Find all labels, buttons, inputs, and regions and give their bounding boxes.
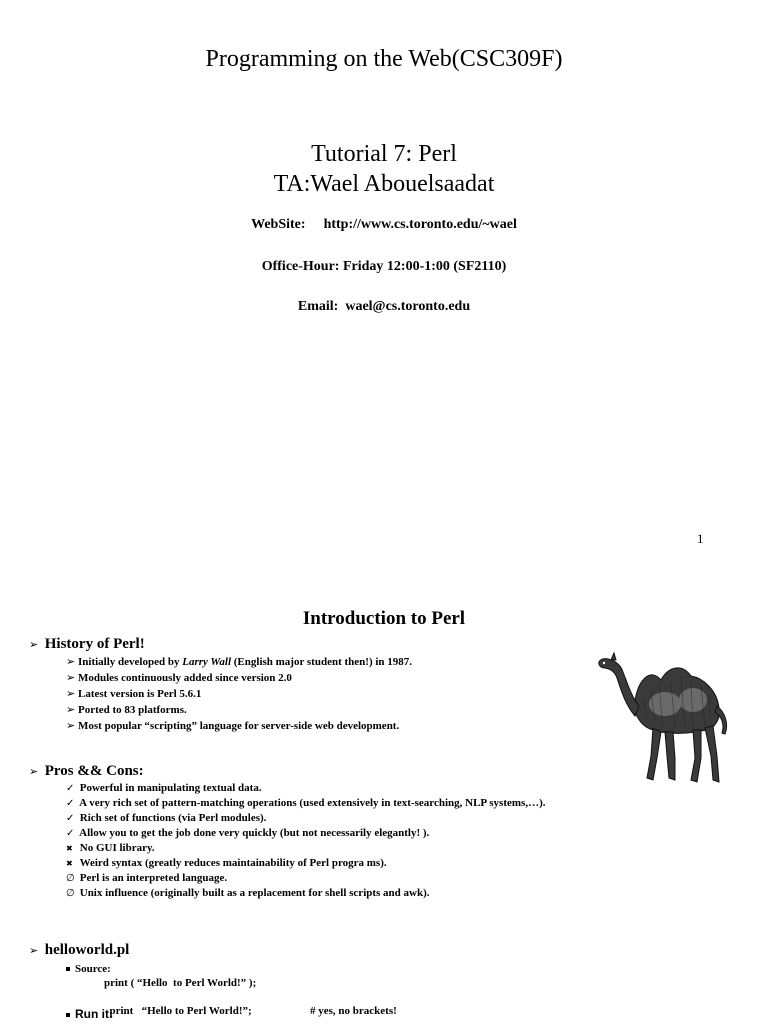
list-item [66, 718, 412, 734]
con-text: Weird syntax (greatly reduces maintainability of Perl progra ms). [79, 857, 387, 869]
checkmark-icon: ✓ [66, 828, 75, 839]
history-item-text: Modules continuously added since version 2.0 [78, 672, 292, 684]
larry-wall-name: Larry Wall [182, 656, 232, 668]
arrowhead-bullet-icon: ➢ [66, 655, 76, 668]
list-item [66, 856, 545, 871]
history-list [66, 654, 412, 734]
source-label-text: Source: [75, 963, 111, 975]
empty-set-icon: ∅ [66, 873, 75, 884]
pro-text: Powerful in manipulating textual data. [79, 782, 262, 794]
list-item [66, 654, 412, 670]
list-item [66, 796, 545, 811]
list-item [66, 686, 412, 702]
list-item [66, 702, 412, 718]
source-label [66, 962, 111, 977]
email-line [0, 299, 768, 315]
cross-icon: ✖ [66, 844, 73, 853]
square-bullet-icon [66, 1013, 70, 1017]
helloworld-heading-text: helloworld.pl [44, 942, 130, 958]
pro-text: Allow you to get the job done very quickly (but not necessarily elegantly! ). [79, 827, 430, 839]
intro-title: Introduction to Perl [302, 608, 466, 629]
camel-icon [595, 638, 737, 790]
checkmark-icon: ✓ [66, 813, 75, 824]
website-label: WebSite: [251, 217, 306, 232]
square-bullet-icon [66, 967, 70, 971]
list-item [66, 886, 545, 901]
cross-icon: ✖ [66, 859, 73, 868]
arrowhead-bullet-icon: ➢ [66, 687, 76, 700]
checkmark-icon: ✓ [66, 798, 75, 809]
arrowhead-bullet-icon: ➢ [29, 765, 39, 778]
arrowhead-bullet-icon: ➢ [66, 719, 76, 732]
code-line-1: print ( “Hello to Perl World!” ); [104, 977, 257, 989]
code-line-2 [104, 993, 424, 1017]
page-number: 1 [697, 531, 704, 546]
email-value[interactable]: wael@cs.toronto.edu [345, 299, 471, 314]
arrowhead-bullet-icon: ➢ [29, 944, 39, 957]
list-item [66, 826, 545, 841]
ta-name: TA:Wael Abouelsaadat [273, 171, 495, 197]
run-it-text: Run it: [75, 1007, 113, 1021]
email-label: Email: [297, 299, 339, 314]
history-item-text: Initially developed by [78, 656, 183, 668]
arrowhead-bullet-icon: ➢ [66, 671, 76, 684]
office-hour: Office-Hour: Friday 12:00-1:00 (SF2110) [261, 259, 507, 274]
arrowhead-bullet-icon: ➢ [29, 638, 39, 651]
pros-cons-list [66, 781, 545, 901]
helloworld-heading [29, 942, 129, 959]
pro-text: A very rich set of pattern-matching operations (used extensively in text-searching, NLP systems,…). [79, 797, 546, 809]
con-text: No GUI library. [79, 842, 155, 854]
history-item-text: Most popular “scripting” language for server-side web development. [78, 720, 400, 732]
course-title: Programming on the Web(CSC309F) [205, 46, 563, 72]
code-line-2-text: print “Hello to Perl World!”; [109, 1005, 252, 1017]
neutral-text: Perl is an interpreted language. [79, 872, 228, 884]
list-item [66, 871, 545, 886]
empty-set-icon: ∅ [66, 888, 75, 899]
run-it-label [66, 1007, 113, 1021]
website-url[interactable]: http://www.cs.toronto.edu/~wael [323, 217, 517, 232]
arrowhead-bullet-icon: ➢ [66, 703, 76, 716]
pro-text: Rich set of functions (via Perl modules). [79, 812, 267, 824]
list-item [66, 811, 545, 826]
pros-cons-heading [29, 763, 144, 780]
list-item [66, 841, 545, 856]
history-heading-text: History of Perl! [44, 636, 145, 652]
history-heading [29, 636, 145, 653]
code-comment: # yes, no brackets! [310, 1005, 397, 1017]
history-item-text: (English major student then!) in 1987. [231, 656, 413, 668]
list-item [66, 670, 412, 686]
website-line [0, 217, 768, 233]
neutral-text: Unix influence (originally built as a replacement for shell scripts and awk). [79, 887, 430, 899]
history-item-text: Latest version is Perl 5.6.1 [78, 688, 202, 700]
tutorial-title: Tutorial 7: Perl [311, 141, 457, 167]
list-item [66, 781, 545, 796]
checkmark-icon: ✓ [66, 783, 75, 794]
pros-cons-heading-text: Pros && Cons: [44, 763, 144, 779]
history-item-text: Ported to 83 platforms. [78, 704, 187, 716]
